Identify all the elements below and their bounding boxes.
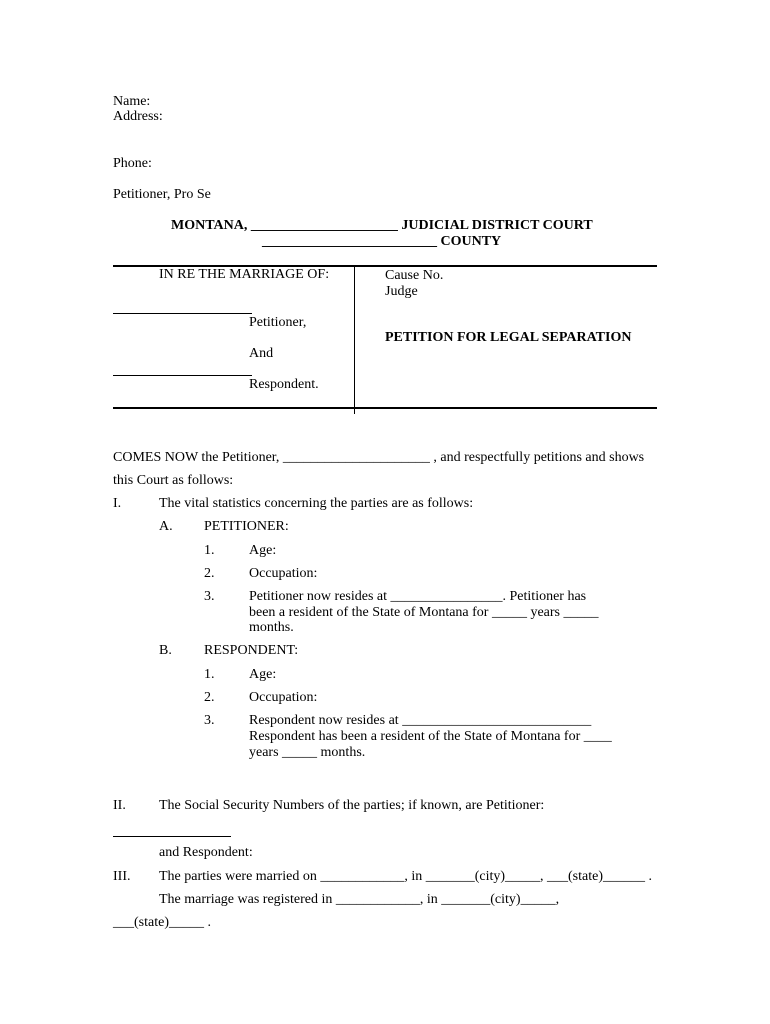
petitioner-pro-se-label: Petitioner, Pro Se [113,187,211,202]
respondent-name-line [113,375,252,376]
court-heading-line2: _________________________ COUNTY [262,234,502,249]
section-2-number: II. [113,798,126,813]
judge-label: Judge [385,284,418,299]
b3-number: 3. [204,713,215,728]
respondent-caption-label: Respondent. [249,377,319,392]
b1-text: Age: [249,667,277,682]
a2-number: 2. [204,566,215,581]
section-3-number: III. [113,869,131,884]
b2-text: Occupation: [249,690,318,705]
section-2-and-respondent: and Respondent: [159,845,253,860]
a2-text: Occupation: [249,566,318,581]
section-1-text: The vital statistics concerning the parties are as follows: [159,496,474,511]
caption-bottom-rule [113,407,657,409]
in-re-label: IN RE THE MARRIAGE OF: [159,267,330,282]
and-label: And [249,346,274,361]
subsection-b-label: RESPONDENT: [204,643,299,658]
a3-number: 3. [204,589,215,604]
petitioner-name-line [113,313,252,314]
b2-number: 2. [204,690,215,705]
a1-number: 1. [204,543,215,558]
a3-line2: been a resident of the State of Montana for _____ years _____ [249,605,599,620]
ssn-petitioner-line [113,836,231,837]
section-1-number: I. [113,496,122,511]
caption-divider [354,266,355,414]
section-3-line2: The marriage was registered in ____________, in _______(city)_____, [159,892,560,907]
cause-no-label: Cause No. [385,268,444,283]
section-3-line1: The parties were married on ____________, in _______(city)_____, ___(state)______ . [159,869,653,884]
subsection-a-letter: A. [159,519,173,534]
subsection-a-label: PETITIONER: [204,519,289,534]
b3-line2: Respondent has been a resident of the State of Montana for ____ [249,729,612,744]
phone-label: Phone: [113,156,152,171]
a1-text: Age: [249,543,277,558]
section-2-text: The Social Security Numbers of the parties; if known, are Petitioner: [159,798,545,813]
a3-line3: months. [249,620,294,635]
b1-number: 1. [204,667,215,682]
intro-line2: this Court as follows: [113,473,234,488]
petition-title: PETITION FOR LEGAL SEPARATION [385,330,632,345]
name-label: Name: [113,94,151,109]
court-heading-line1: MONTANA, _____________________ JUDICIAL DISTRICT COURT [171,218,593,233]
section-3-line3: ___(state)_____ . [113,915,211,930]
subsection-b-letter: B. [159,643,172,658]
a3-line1: Petitioner now resides at ________________. Petitioner has [249,589,587,604]
b3-line1: Respondent now resides at ___________________________ [249,713,592,728]
petitioner-caption-label: Petitioner, [249,315,307,330]
b3-line3: years _____ months. [249,745,366,760]
intro-line1: COMES NOW the Petitioner, _____________________ , and respectfully petitions and shows [113,450,645,465]
address-label: Address: [113,109,163,124]
